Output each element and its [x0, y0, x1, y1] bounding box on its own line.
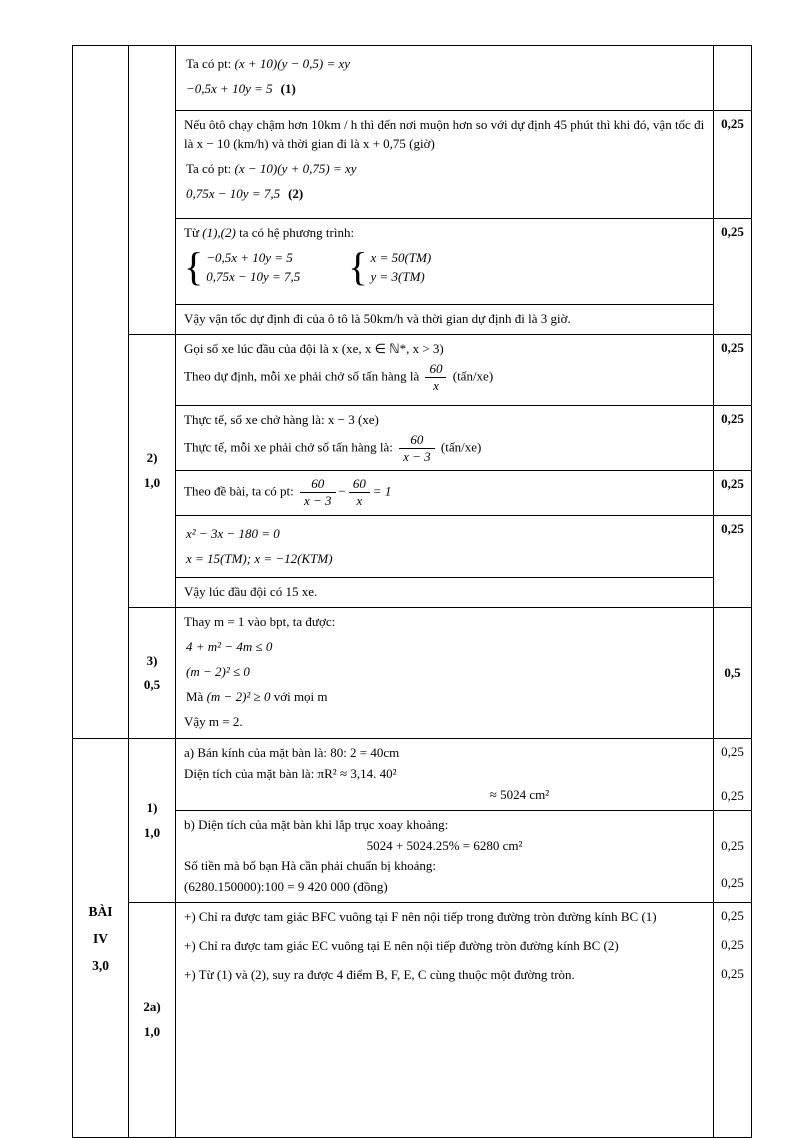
solution-blocks — [176, 46, 751, 334]
solution-content — [176, 608, 714, 738]
part-score: 1,0 — [143, 824, 161, 840]
score-cell — [714, 110, 751, 218]
solution-block — [176, 810, 751, 902]
score-cell — [714, 304, 751, 334]
solution-line — [184, 224, 705, 243]
section-part2 — [73, 334, 751, 607]
bai4-rows — [129, 739, 751, 1137]
score-cell — [714, 961, 751, 990]
conclusion-line: Vậy vận tốc dự định đi của ô tô là 50km/h và thời gian dự định đi là 3 giờ. — [184, 311, 571, 326]
equation-system — [348, 244, 432, 290]
line-text: (tấn/xe) — [449, 368, 494, 384]
solution-content — [176, 739, 714, 810]
score-cell — [714, 335, 751, 405]
solution-line — [186, 55, 705, 74]
fraction — [300, 476, 336, 510]
equation: 4 + m² − 4m ≤ 0 — [186, 639, 273, 655]
line-text: Mà — [186, 688, 207, 704]
fraction-denominator: x − 3 — [304, 493, 332, 509]
solution-block — [176, 470, 751, 515]
solution-line — [184, 432, 705, 466]
solution-content — [176, 961, 714, 990]
section-bai4 — [73, 738, 751, 1137]
solution-line — [184, 361, 705, 395]
fraction-numerator: 60 — [349, 476, 370, 493]
solution-line: +) Từ (1) và (2), suy ra được 4 điểm B, F, E, C cùng thuộc một đường tròn. — [184, 966, 575, 982]
equation: x = 50(TM) — [370, 249, 432, 265]
fraction — [425, 361, 446, 395]
score-value: 0,25 — [721, 744, 744, 760]
bai-number: IV — [92, 930, 108, 946]
empty-content — [176, 990, 714, 1137]
part-score: 1,0 — [143, 1024, 161, 1040]
line-text: Theo đề bài, ta có pt: — [184, 483, 297, 499]
solution-block — [176, 110, 751, 218]
score-value: 0,25 — [721, 476, 744, 492]
solution-block — [176, 932, 751, 961]
solution-line — [184, 476, 705, 510]
equation: x² − 3x − 180 = 0 — [186, 525, 280, 541]
solution-line: +) Chỉ ra được tam giác BFC vuông tại F nên nội tiếp trong đường tròn đường kính BC (1) — [184, 909, 657, 925]
part-number: 2) — [146, 450, 158, 466]
solution-line: (6280.150000):100 = 9 420 000 (đồng) — [184, 879, 388, 895]
row-part2a — [129, 902, 751, 1137]
score-cell — [714, 932, 751, 961]
score-cell — [714, 577, 751, 607]
solution-block — [176, 515, 751, 578]
equation-system — [184, 244, 301, 290]
score-cell — [714, 218, 751, 304]
solution-blocks — [176, 903, 751, 1137]
score-value: 0,25 — [721, 837, 744, 853]
part-label-1 — [129, 739, 176, 902]
score-value: 0,25 — [721, 339, 744, 355]
conclusion-line: Vậy lúc đầu đội có 15 xe. — [184, 584, 318, 600]
line-text: Ta có pt: — [186, 56, 235, 71]
fraction-denominator: x — [356, 493, 363, 509]
equation: (x − 10)(y + 0,75) = xy — [234, 160, 357, 176]
solution-block — [176, 577, 751, 607]
equation-system-row — [184, 244, 705, 290]
solution-line: ≈ 5024 cm² — [489, 786, 550, 802]
fraction-numerator: 60 — [425, 361, 446, 378]
equation: y = 3(TM) — [370, 269, 425, 285]
solution-line — [186, 160, 705, 179]
bai-label-cell-empty — [73, 46, 129, 334]
part-score: 1,0 — [143, 475, 161, 491]
fraction-denominator: x − 3 — [403, 448, 431, 464]
conclusion-line: Vậy m = 2. — [184, 713, 243, 729]
equation: (x + 10)(y − 0,5) = xy — [234, 56, 351, 71]
solution-block — [176, 304, 751, 334]
solution-content — [176, 110, 714, 218]
bai-label-cell-empty — [73, 607, 129, 738]
equation: (m − 2)² ≤ 0 — [186, 663, 250, 679]
solution-content — [176, 470, 714, 515]
equation: (1),(2) — [202, 225, 236, 240]
equation-tag: (2) — [288, 185, 304, 201]
solution-line: a) Bán kính của mặt bàn là: 80: 2 = 40cm — [184, 745, 400, 761]
equation-tag: (1) — [280, 80, 296, 96]
solution-line: b) Diện tích của mặt bàn khi lắp trục xoay khoảng: — [184, 816, 449, 832]
empty-filler-block — [176, 990, 751, 1137]
solution-line — [186, 688, 705, 707]
solution-blocks — [176, 739, 751, 902]
score-cell — [714, 46, 751, 110]
score-cell — [714, 739, 751, 810]
score-cell — [714, 990, 751, 1137]
row-part1 — [129, 739, 751, 902]
part-number: 3) — [146, 652, 158, 668]
part-label-2 — [129, 334, 176, 607]
equation: −0,5x + 10y = 5 — [206, 249, 293, 265]
score-value: 0,25 — [721, 116, 744, 131]
solution-line: Nếu ôtô chạy chậm hơn 10km / h thì đến nơi muộn hơn so với dự định 45 phút thì khi đó, vận tốc đi là x − 10 (km/h) và thời gian đi là x + 0,75 (giờ) — [184, 117, 705, 151]
solution-line: 5024 + 5024.25% = 6280 cm² — [366, 837, 523, 853]
line-text: (tấn/xe) — [437, 439, 482, 455]
solution-line: +) Chỉ ra được tam giác EC vuông tại E nên nội tiếp đường tròn đường kính BC (2) — [184, 937, 619, 953]
solution-line: Thay m = 1 vào bpt, ta được: — [184, 614, 336, 630]
line-text: Ta có pt: — [186, 160, 235, 176]
line-text: ta có hệ phương trình: — [235, 225, 355, 240]
bai-word: BÀI — [88, 903, 113, 919]
solution-content — [176, 304, 714, 334]
solution-line — [186, 80, 705, 99]
solution-content — [176, 405, 714, 470]
equation: (m − 2)² ≥ 0 — [206, 688, 271, 704]
solution-block — [176, 405, 751, 470]
score-cell — [714, 608, 751, 738]
score-cell — [714, 903, 751, 932]
solution-block — [176, 608, 751, 738]
section-part3 — [73, 607, 751, 738]
line-text: với mọi m — [270, 688, 328, 704]
operator: − — [338, 483, 346, 499]
solution-block — [176, 903, 751, 932]
line-text: Thực tế, mỗi xe phải chở số tấn hàng là: — [184, 439, 397, 455]
solution-line: Thực tế, số xe chở hàng là: x − 3 (xe) — [184, 411, 379, 427]
bai-label-cell-empty — [73, 334, 129, 607]
equation: −0,5x + 10y = 5 — [186, 80, 273, 96]
part-label-2a — [129, 903, 176, 1137]
solution-block — [176, 335, 751, 405]
brace-glyph: { — [184, 244, 204, 290]
equation: x = 15(TM); x = −12(KTM) — [186, 550, 333, 566]
solution-block — [176, 46, 751, 110]
solution-block — [176, 218, 751, 304]
score-value: 0,25 — [721, 787, 744, 803]
score-cell — [714, 405, 751, 470]
solution-content — [176, 218, 714, 304]
score-value: 0,25 — [721, 965, 744, 981]
score-value: 0,25 — [721, 224, 744, 239]
fraction-numerator: 60 — [399, 432, 435, 449]
solution-content — [176, 46, 714, 110]
equation: = 1 — [372, 483, 392, 499]
part-score: 0,5 — [143, 677, 161, 693]
line-text: Từ — [184, 225, 203, 240]
score-value: 0,25 — [721, 874, 744, 890]
score-value: 0,25 — [721, 908, 744, 924]
solution-block — [176, 961, 751, 990]
score-cell — [714, 515, 751, 578]
equation: 0,75x − 10y = 7,5 — [206, 269, 301, 285]
solution-content — [176, 515, 714, 578]
fraction-denominator: x — [433, 377, 439, 393]
solution-line — [186, 185, 705, 204]
solution-content — [176, 903, 714, 932]
bai-score: 3,0 — [92, 957, 109, 973]
fraction — [399, 432, 435, 466]
section-bai3-continuation — [73, 46, 751, 334]
solution-content — [176, 810, 714, 902]
part-label-cell-empty — [129, 46, 176, 334]
answer-key-table — [72, 45, 752, 1138]
solution-blocks — [176, 334, 751, 607]
solution-blocks — [176, 607, 751, 738]
score-cell — [714, 810, 751, 902]
bai-label-4 — [73, 739, 129, 1137]
part-number: 2a) — [143, 999, 161, 1015]
part-label-3 — [129, 607, 176, 738]
solution-line: Số tiền mà bố bạn Hà cần phải chuẩn bị khoảng: — [184, 858, 436, 874]
fraction — [349, 476, 370, 510]
score-value: 0,25 — [721, 520, 744, 536]
line-text: Theo dự định, mỗi xe phải chở số tấn hàng là — [184, 368, 423, 384]
equation: 0,75x − 10y = 7,5 — [186, 185, 281, 201]
solution-block — [176, 739, 751, 810]
part-number: 1) — [146, 799, 158, 815]
score-cell — [714, 470, 751, 515]
solution-content — [176, 577, 714, 607]
brace-glyph: { — [348, 244, 368, 290]
solution-content — [176, 335, 714, 405]
score-value: 0,5 — [724, 664, 741, 680]
score-value: 0,25 — [721, 410, 744, 426]
solution-content — [176, 932, 714, 961]
solution-line: Diện tích của mặt bàn là: πR² ≈ 3,14. 40² — [184, 766, 397, 782]
solution-line: Gọi số xe lúc đầu của đội là x (xe, x ∈ ℕ*, x > 3) — [184, 340, 444, 356]
fraction-numerator: 60 — [300, 476, 336, 493]
score-value: 0,25 — [721, 936, 744, 952]
